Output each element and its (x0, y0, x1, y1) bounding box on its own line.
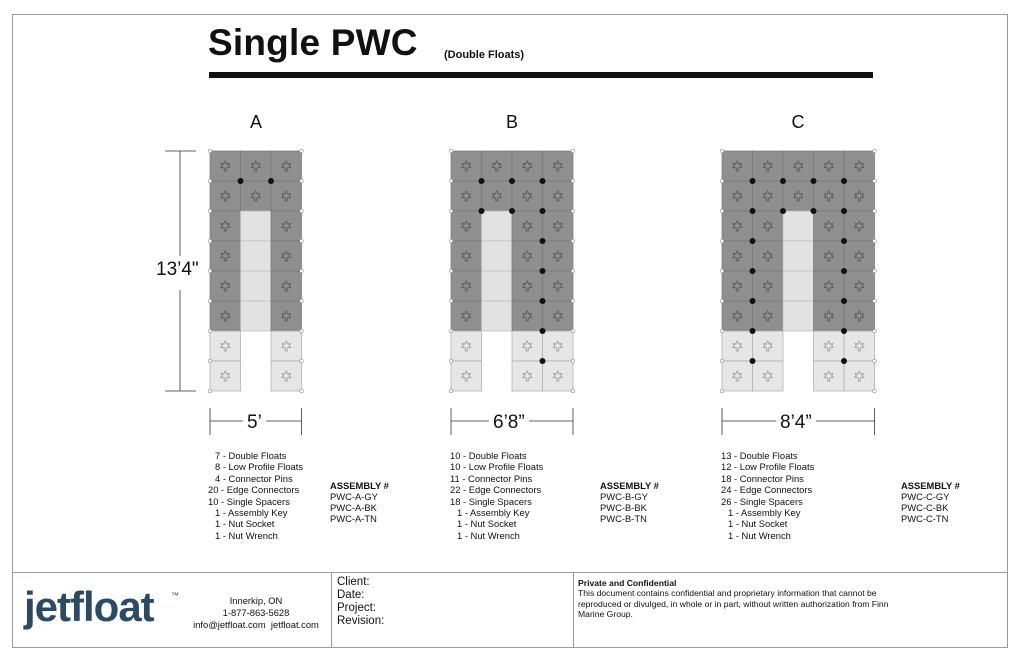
edge-connector (208, 149, 212, 153)
part-line: 10 - Single Spacers (208, 495, 290, 507)
connector-pin (540, 178, 546, 184)
edge-connector (571, 329, 575, 333)
edge-connector (873, 269, 877, 273)
double-float-tile (844, 241, 875, 271)
date-field: Date: (337, 589, 365, 601)
edge-connector (720, 359, 724, 363)
footer-separator (331, 572, 332, 648)
assembly-block-b (600, 480, 659, 524)
assembly-code: PWC-A-GY (330, 491, 378, 502)
footer-divider (12, 572, 1008, 573)
connector-pin (540, 328, 546, 334)
double-float-tile (210, 241, 241, 271)
double-float-tile (271, 151, 302, 181)
double-float-tile (451, 181, 482, 211)
height-dimension-label: 13’4" (156, 259, 199, 280)
low-profile-float-tile (814, 331, 845, 361)
edge-connector (720, 149, 724, 153)
edge-connector (449, 239, 453, 243)
assembly-code: PWC-B-BK (600, 502, 647, 513)
part-line: 24 - Edge Connectors (721, 484, 813, 496)
double-float-tile (753, 271, 784, 301)
double-float-tile (753, 211, 784, 241)
part-line: 11 - Connector Pins (450, 472, 533, 484)
connector-pin (540, 238, 546, 244)
part-line: 8 - Low Profile Floats (215, 461, 304, 473)
edge-connector (873, 389, 877, 393)
width-label-b: 6’8” (489, 412, 529, 434)
part-line: 18 - Connector Pins (721, 472, 804, 484)
double-float-tile (512, 211, 543, 241)
contact-phone: 1-877-863-5628 (222, 607, 290, 618)
connector-pin (750, 328, 756, 334)
edge-connector (571, 299, 575, 303)
double-float-tile (451, 151, 482, 181)
single-spacer-tile (482, 211, 513, 241)
double-float-tile (210, 181, 241, 211)
assembly-code: PWC-B-GY (600, 491, 648, 502)
edge-connector (300, 179, 304, 183)
single-spacer-tile (783, 211, 814, 241)
single-spacer-tile (241, 301, 272, 331)
page-subtitle: (Double Floats) (444, 49, 525, 61)
double-float-tile (543, 301, 574, 331)
part-line: 1 - Assembly Key (215, 507, 288, 519)
low-profile-float-tile (451, 331, 482, 361)
double-float-tile (814, 181, 845, 211)
trademark-mark: ™ (171, 591, 179, 600)
edge-connector (720, 209, 724, 213)
edge-connector (208, 329, 212, 333)
connector-pin (841, 328, 847, 334)
connector-pin (509, 208, 515, 214)
double-float-tile (543, 241, 574, 271)
double-float-tile (722, 181, 753, 211)
edge-connector (873, 149, 877, 153)
revision-field: Revision: (337, 615, 385, 627)
single-spacer-tile (783, 301, 814, 331)
part-line: 4 - Connector Pins (215, 472, 293, 484)
double-float-tile (482, 151, 513, 181)
edge-connector (300, 389, 304, 393)
low-profile-float-tile (210, 331, 241, 361)
double-float-tile (451, 271, 482, 301)
edge-connector (720, 329, 724, 333)
edge-connector (720, 389, 724, 393)
assembly-code: PWC-C-GY (901, 491, 950, 502)
part-line: 1 - Nut Socket (457, 518, 517, 530)
assembly-title: ASSEMBLY # (901, 480, 960, 491)
part-line: 10 - Double Floats (450, 450, 527, 461)
double-float-tile (271, 301, 302, 331)
confidential-title: Private and Confidential (578, 578, 677, 588)
connector-pin (750, 178, 756, 184)
connector-pin (841, 268, 847, 274)
contact-location: Innerkip, ON (229, 595, 283, 606)
double-float-tile (844, 301, 875, 331)
low-profile-float-tile (722, 361, 753, 391)
connector-pin (479, 178, 485, 184)
connector-pin (780, 208, 786, 214)
parts-list-b (450, 450, 543, 541)
config-label-c: C (791, 112, 805, 132)
connector-pin (540, 208, 546, 214)
edge-connector (449, 209, 453, 213)
double-float-tile (783, 151, 814, 181)
edge-connector (873, 209, 877, 213)
double-float-tile (482, 181, 513, 211)
double-float-tile (814, 271, 845, 301)
double-float-tile (210, 211, 241, 241)
part-line: 1 - Nut Socket (215, 518, 275, 530)
connector-pin (841, 238, 847, 244)
single-spacer-tile (241, 211, 272, 241)
double-float-tile (722, 151, 753, 181)
double-float-tile (753, 241, 784, 271)
connector-pin (540, 358, 546, 364)
double-float-tile (451, 211, 482, 241)
part-line: 1 - Nut Socket (728, 518, 788, 530)
page-title: Single PWC (208, 22, 418, 63)
part-line: 1 - Nut Wrench (215, 529, 278, 541)
edge-connector (571, 179, 575, 183)
double-float-tile (543, 211, 574, 241)
double-float-tile (783, 181, 814, 211)
double-float-tile (814, 241, 845, 271)
low-profile-float-tile (271, 361, 302, 391)
single-spacer-tile (482, 301, 513, 331)
config-label-b: B (505, 112, 518, 132)
connector-pin (268, 178, 274, 184)
low-profile-float-tile (814, 361, 845, 391)
project-info-block (337, 576, 384, 628)
double-float-tile (451, 241, 482, 271)
double-float-tile (210, 301, 241, 331)
connector-pin (811, 178, 817, 184)
part-line: 1 - Assembly Key (457, 507, 530, 519)
double-float-tile (844, 271, 875, 301)
connector-pin (811, 208, 817, 214)
part-line: 13 - Double Floats (721, 450, 798, 461)
double-float-tile (241, 181, 272, 211)
double-float-tile (512, 301, 543, 331)
confidentiality-notice (578, 578, 908, 620)
double-float-tile (814, 211, 845, 241)
double-float-tile (210, 271, 241, 301)
connector-pin (750, 358, 756, 364)
edge-connector (208, 209, 212, 213)
assembly-code: PWC-A-BK (330, 502, 377, 513)
assembly-code: PWC-C-BK (901, 502, 949, 513)
connector-pin (750, 268, 756, 274)
double-float-tile (722, 211, 753, 241)
low-profile-float-tile (451, 361, 482, 391)
low-profile-float-tile (210, 361, 241, 391)
part-line: 10 - Low Profile Floats (450, 461, 544, 473)
double-float-tile (844, 211, 875, 241)
confidential-text: This document contains confidential and proprietary information that cannot be reproduced or divulged, in whole or in part, without written authorization from Finn Marine Group. (578, 588, 889, 620)
edge-connector (720, 269, 724, 273)
edge-connector (873, 329, 877, 333)
assembly-code: PWC-A-TN (330, 513, 377, 524)
low-profile-float-tile (844, 331, 875, 361)
edge-connector (873, 179, 877, 183)
double-float-tile (271, 271, 302, 301)
edge-connector (300, 329, 304, 333)
assembly-title: ASSEMBLY # (600, 480, 659, 491)
contact-block (186, 595, 326, 631)
double-float-tile (271, 181, 302, 211)
assembly-title: ASSEMBLY # (330, 480, 389, 491)
double-float-tile (543, 181, 574, 211)
edge-connector (208, 389, 212, 393)
edge-connector (208, 359, 212, 363)
edge-connector (449, 389, 453, 393)
edge-connector (208, 299, 212, 303)
double-float-tile (844, 181, 875, 211)
single-spacer-tile (783, 241, 814, 271)
double-float-tile (814, 301, 845, 331)
double-float-tile (543, 271, 574, 301)
double-float-tile (753, 181, 784, 211)
connector-pin (841, 358, 847, 364)
connector-pin (238, 178, 244, 184)
edge-connector (300, 149, 304, 153)
jetfloat-logo: jetfloat (24, 583, 154, 630)
edge-connector (873, 299, 877, 303)
double-float-tile (271, 211, 302, 241)
single-spacer-tile (482, 241, 513, 271)
part-line: 26 - Single Spacers (721, 495, 803, 507)
double-float-tile (512, 241, 543, 271)
edge-connector (300, 209, 304, 213)
edge-connector (208, 269, 212, 273)
double-float-tile (814, 151, 845, 181)
assembly-block-c (901, 480, 960, 524)
low-profile-float-tile (543, 331, 574, 361)
connector-pin (750, 208, 756, 214)
low-profile-float-tile (753, 331, 784, 361)
low-profile-float-tile (722, 331, 753, 361)
edge-connector (571, 389, 575, 393)
edge-connector (720, 179, 724, 183)
double-float-tile (753, 151, 784, 181)
edge-connector (449, 149, 453, 153)
low-profile-float-tile (844, 361, 875, 391)
edge-connector (449, 269, 453, 273)
low-profile-float-tile (512, 331, 543, 361)
low-profile-float-tile (543, 361, 574, 391)
part-line: 12 - Low Profile Floats (721, 461, 815, 473)
edge-connector (720, 299, 724, 303)
width-label-a: 5’ (243, 412, 266, 434)
connector-pin (750, 298, 756, 304)
connector-pin (540, 268, 546, 274)
edge-connector (300, 269, 304, 273)
edge-connector (571, 269, 575, 273)
edge-connector (873, 239, 877, 243)
connector-pin (479, 208, 485, 214)
part-line: 1 - Assembly Key (728, 507, 801, 519)
assembly-block-a (330, 480, 389, 524)
parts-list-c (721, 450, 814, 541)
edge-connector (449, 179, 453, 183)
project-field: Project: (337, 602, 376, 614)
single-spacer-tile (482, 271, 513, 301)
part-line: 7 - Double Floats (215, 450, 287, 461)
double-float-tile (512, 151, 543, 181)
double-float-tile (722, 271, 753, 301)
edge-connector (449, 299, 453, 303)
connector-pin (540, 298, 546, 304)
edge-connector (449, 359, 453, 363)
connector-pin (750, 238, 756, 244)
footer-separator (573, 572, 574, 648)
double-float-tile (210, 151, 241, 181)
double-float-tile (271, 241, 302, 271)
connector-pin (841, 298, 847, 304)
double-float-tile (543, 151, 574, 181)
double-float-tile (512, 271, 543, 301)
edge-connector (571, 149, 575, 153)
edge-connector (208, 239, 212, 243)
parts-list-a (208, 450, 303, 541)
connector-pin (841, 208, 847, 214)
width-label-c: 8’4” (776, 412, 816, 434)
low-profile-float-tile (753, 361, 784, 391)
edge-connector (571, 359, 575, 363)
double-float-tile (722, 301, 753, 331)
edge-connector (571, 239, 575, 243)
contact-email[interactable]: info@jetfloat.com (193, 619, 266, 630)
double-float-tile (241, 151, 272, 181)
connector-pin (841, 178, 847, 184)
double-float-tile (753, 301, 784, 331)
edge-connector (300, 359, 304, 363)
low-profile-float-tile (512, 361, 543, 391)
contact-website[interactable]: jetfloat.com (270, 619, 319, 630)
part-line: 1 - Nut Wrench (457, 529, 520, 541)
part-line: 22 - Edge Connectors (450, 484, 542, 496)
edge-connector (300, 239, 304, 243)
edge-connector (300, 299, 304, 303)
assembly-code: PWC-B-TN (600, 513, 647, 524)
client-field: Client: (337, 576, 370, 588)
edge-connector (720, 239, 724, 243)
double-float-tile (844, 151, 875, 181)
part-line: 1 - Nut Wrench (728, 529, 791, 541)
part-line: 20 - Edge Connectors (208, 484, 300, 496)
assembly-code: PWC-C-TN (901, 513, 949, 524)
double-float-tile (512, 181, 543, 211)
edge-connector (449, 329, 453, 333)
single-spacer-tile (783, 271, 814, 301)
low-profile-float-tile (271, 331, 302, 361)
connector-pin (509, 178, 515, 184)
edge-connector (873, 359, 877, 363)
part-line: 18 - Single Spacers (450, 495, 532, 507)
edge-connector (208, 179, 212, 183)
single-spacer-tile (241, 241, 272, 271)
double-float-tile (451, 301, 482, 331)
double-float-tile (722, 241, 753, 271)
config-label-a: A (249, 112, 262, 132)
edge-connector (571, 209, 575, 213)
single-spacer-tile (241, 271, 272, 301)
connector-pin (780, 178, 786, 184)
